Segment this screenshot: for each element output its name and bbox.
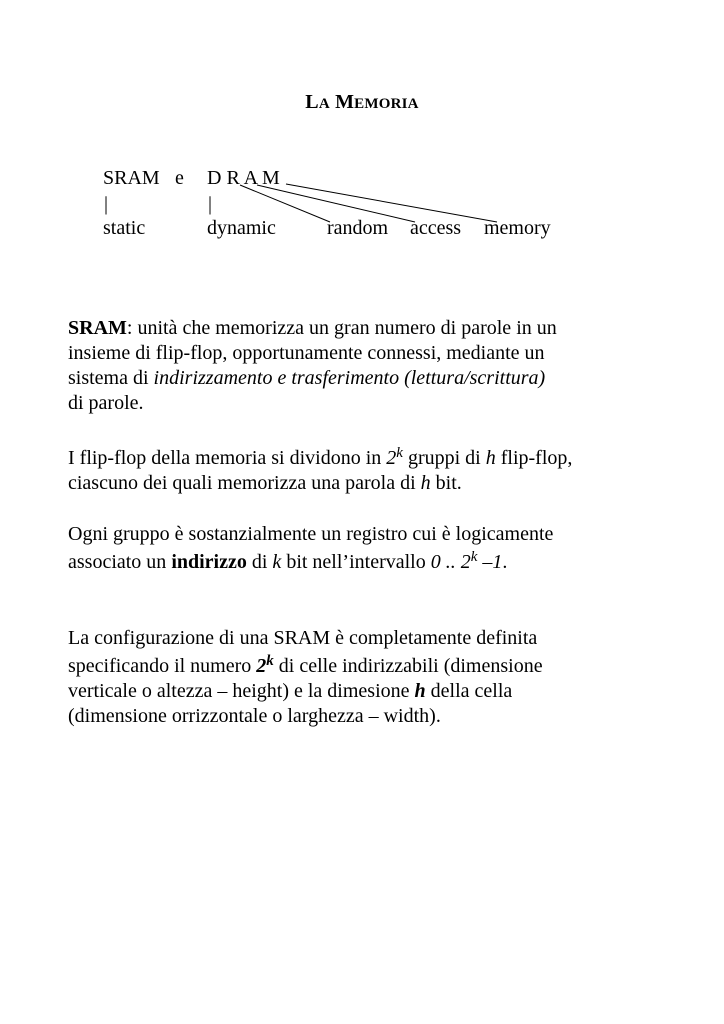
p1-term: SRAM <box>68 317 127 339</box>
p3-line-1: Ogni gruppo è sostanzialmente un registro cui è logicamente <box>68 523 554 545</box>
diagram-sram: SRAM <box>103 167 160 189</box>
diagram-word-random: random <box>327 217 389 239</box>
acronym-diagram <box>0 0 724 260</box>
p1-l1: : unità che memorizza un gran numero di parole in un <box>126 317 557 339</box>
title-cap-l: L <box>305 91 319 113</box>
p2-exp: k <box>396 445 403 461</box>
p2-l1b: gruppi di <box>402 447 486 469</box>
p2-h2: h <box>420 472 431 494</box>
p3-range-end: –1 <box>477 551 503 573</box>
diagram-dram: D R A M <box>207 167 280 189</box>
p4-line-1: La configurazione di una SRAM è completamente definita <box>68 627 538 649</box>
p4-line-4: (dimensione orrizzontale o larghezza – width). <box>68 705 441 727</box>
p1-l3b: indirizzamento e trasferimento (lettura/scrittura) <box>153 367 546 389</box>
p2-line-2 <box>68 471 668 496</box>
diagram-conj: e <box>175 167 184 189</box>
p3-l2d: . <box>502 551 508 573</box>
diagram-word-static: static <box>103 217 146 239</box>
diagram-word-access: access <box>410 217 462 239</box>
p3-k: k <box>272 551 282 573</box>
p3-l2c: bit nell’intervallo <box>281 551 431 573</box>
paragraph-address-register <box>68 522 668 575</box>
diagram-pipe-sram: | <box>104 193 109 215</box>
p2-base: 2 <box>386 447 397 469</box>
paragraph-flipflop-groups <box>68 446 668 496</box>
p1-line-2: insieme di flip-flop, opportunamente connessi, mediante un <box>68 342 545 364</box>
title-small-emoria: EMORIA <box>354 96 419 112</box>
p4-exp: k <box>266 653 274 669</box>
title-small-a: A <box>318 96 330 112</box>
p3-range-start: 0 .. <box>430 551 461 573</box>
diagram-word-memory: memory <box>484 217 551 239</box>
p3-l2a: associato un <box>68 551 172 573</box>
p4-l3b: della cella <box>425 680 513 702</box>
p1-line-3 <box>68 366 668 391</box>
p2-h: h <box>485 447 496 469</box>
p2-l2a: ciascuno dei quali memorizza una parola di <box>68 472 421 494</box>
p3-exp: k <box>470 549 478 565</box>
diagram-connector-lines <box>0 0 724 260</box>
p1-line-1 <box>68 316 668 341</box>
p2-l1a: I flip-flop della memoria si dividono in <box>68 447 387 469</box>
p3-bold-indirizzo: indirizzo <box>171 551 247 573</box>
p4-line-3 <box>68 679 668 704</box>
p2-line-1 <box>68 446 668 471</box>
p4-line-2 <box>68 654 668 679</box>
p3-line-2 <box>68 550 668 575</box>
p4-l3a: verticale o altezza – height) e la dimesione <box>68 680 415 702</box>
diagram-pipe-dram: | <box>208 193 213 215</box>
p2-l2b: bit. <box>430 472 462 494</box>
p4-h: h <box>414 680 426 702</box>
paragraph-sram-configuration <box>68 626 668 729</box>
p4-l2a: specificando il numero <box>68 655 257 677</box>
p2-l1c: flip-flop, <box>495 447 573 469</box>
paragraph-sram-definition <box>68 316 668 416</box>
title-cap-m: M <box>335 91 355 113</box>
connector-r-random <box>240 185 330 222</box>
p4-l2b: di celle indirizzabili (dimensione <box>273 655 543 677</box>
p3-base: 2 <box>460 551 471 573</box>
p4-base: 2 <box>256 655 267 677</box>
connector-a-access <box>257 185 415 222</box>
p1-line-4: di parole. <box>68 392 144 414</box>
diagram-word-dynamic: dynamic <box>207 217 276 239</box>
p3-l2b: di <box>246 551 273 573</box>
p1-l3a: sistema di <box>68 367 154 389</box>
